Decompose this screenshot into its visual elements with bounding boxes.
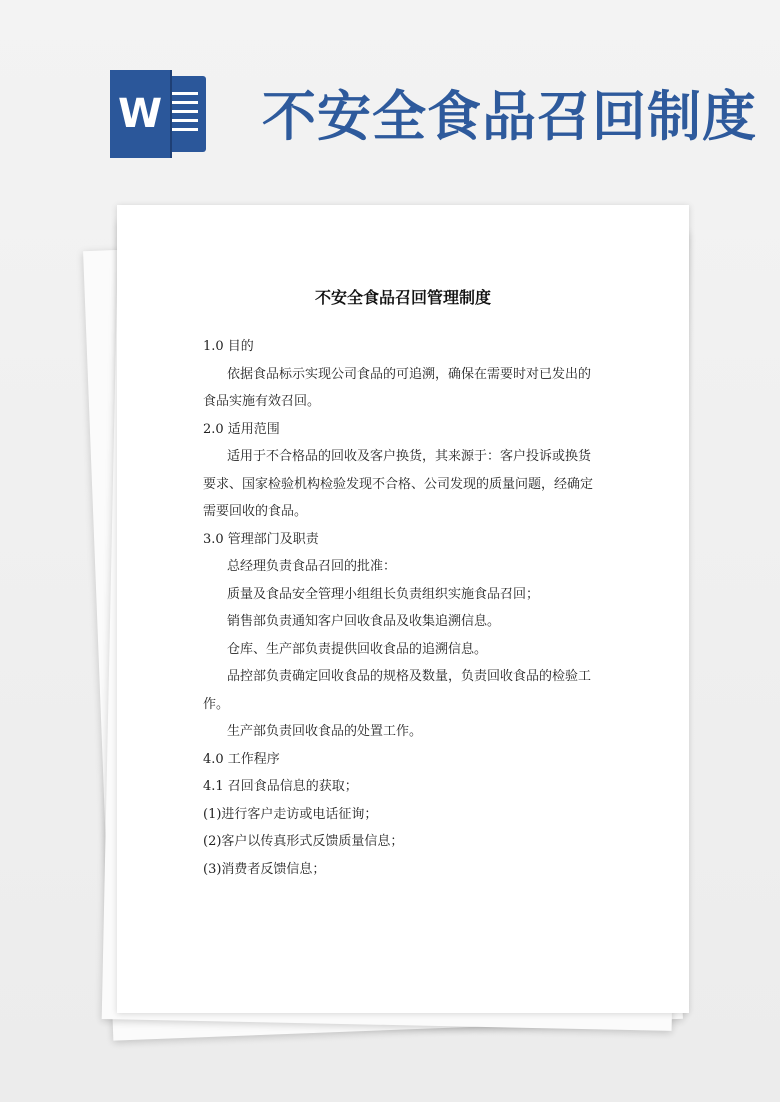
- document-page: [117, 205, 689, 1013]
- document-line: 作。: [203, 696, 230, 712]
- document-line: 品控部负责确定回收食品的规格及数量，负责回收食品的检验工: [227, 669, 592, 684]
- document-line: (3)消费者反馈信息；: [203, 861, 326, 877]
- document-line: 销售部负责通知客户回收食品及收集追溯信息。: [227, 614, 501, 629]
- document-line: (2)客户以传真形式反馈质量信息；: [203, 834, 404, 849]
- document-line: 适用于不合格品的回收及客户换货，其来源于：客户投诉或换货: [227, 449, 592, 464]
- document-line: 要求、国家检验机构检验发现不合格、公司发现的质量问题，经确定: [203, 476, 594, 492]
- document-body: [203, 333, 613, 883]
- document-line: 1.0 目的: [203, 339, 254, 354]
- document-title: 不安全食品召回管理制度: [314, 288, 491, 307]
- document-line: 生产部负责回收食品的处置工作。: [227, 724, 423, 739]
- document-line: 4.0 工作程序: [203, 751, 280, 767]
- banner-title: 不安全食品召回制度: [262, 84, 757, 148]
- document-line: 食品实施有效召回。: [203, 394, 321, 409]
- word-icon: [110, 70, 208, 158]
- document-line: 2.0 适用范围: [203, 421, 280, 437]
- banner: [0, 0, 780, 180]
- document-line: 3.0 管理部门及职责: [203, 531, 319, 547]
- word-icon-badge: [110, 70, 170, 158]
- document-line: 质量及食品安全管理小组组长负责组织实施食品召回；: [227, 586, 540, 602]
- document-line: (1)进行客户走访或电话征询；: [203, 806, 378, 822]
- word-icon-letter: W: [117, 91, 163, 137]
- document-line: 依据食品标示实现公司食品的可追溯，确保在需要时对已发出的: [227, 366, 592, 382]
- document-line: 需要回收的食品。: [203, 504, 308, 519]
- document-line: 总经理负责食品召回的批准：: [227, 559, 397, 574]
- document-line: 4.1 召回食品信息的获取；: [203, 779, 358, 794]
- document-line: 仓库、生产部负责提供回收食品的追溯信息。: [227, 641, 488, 657]
